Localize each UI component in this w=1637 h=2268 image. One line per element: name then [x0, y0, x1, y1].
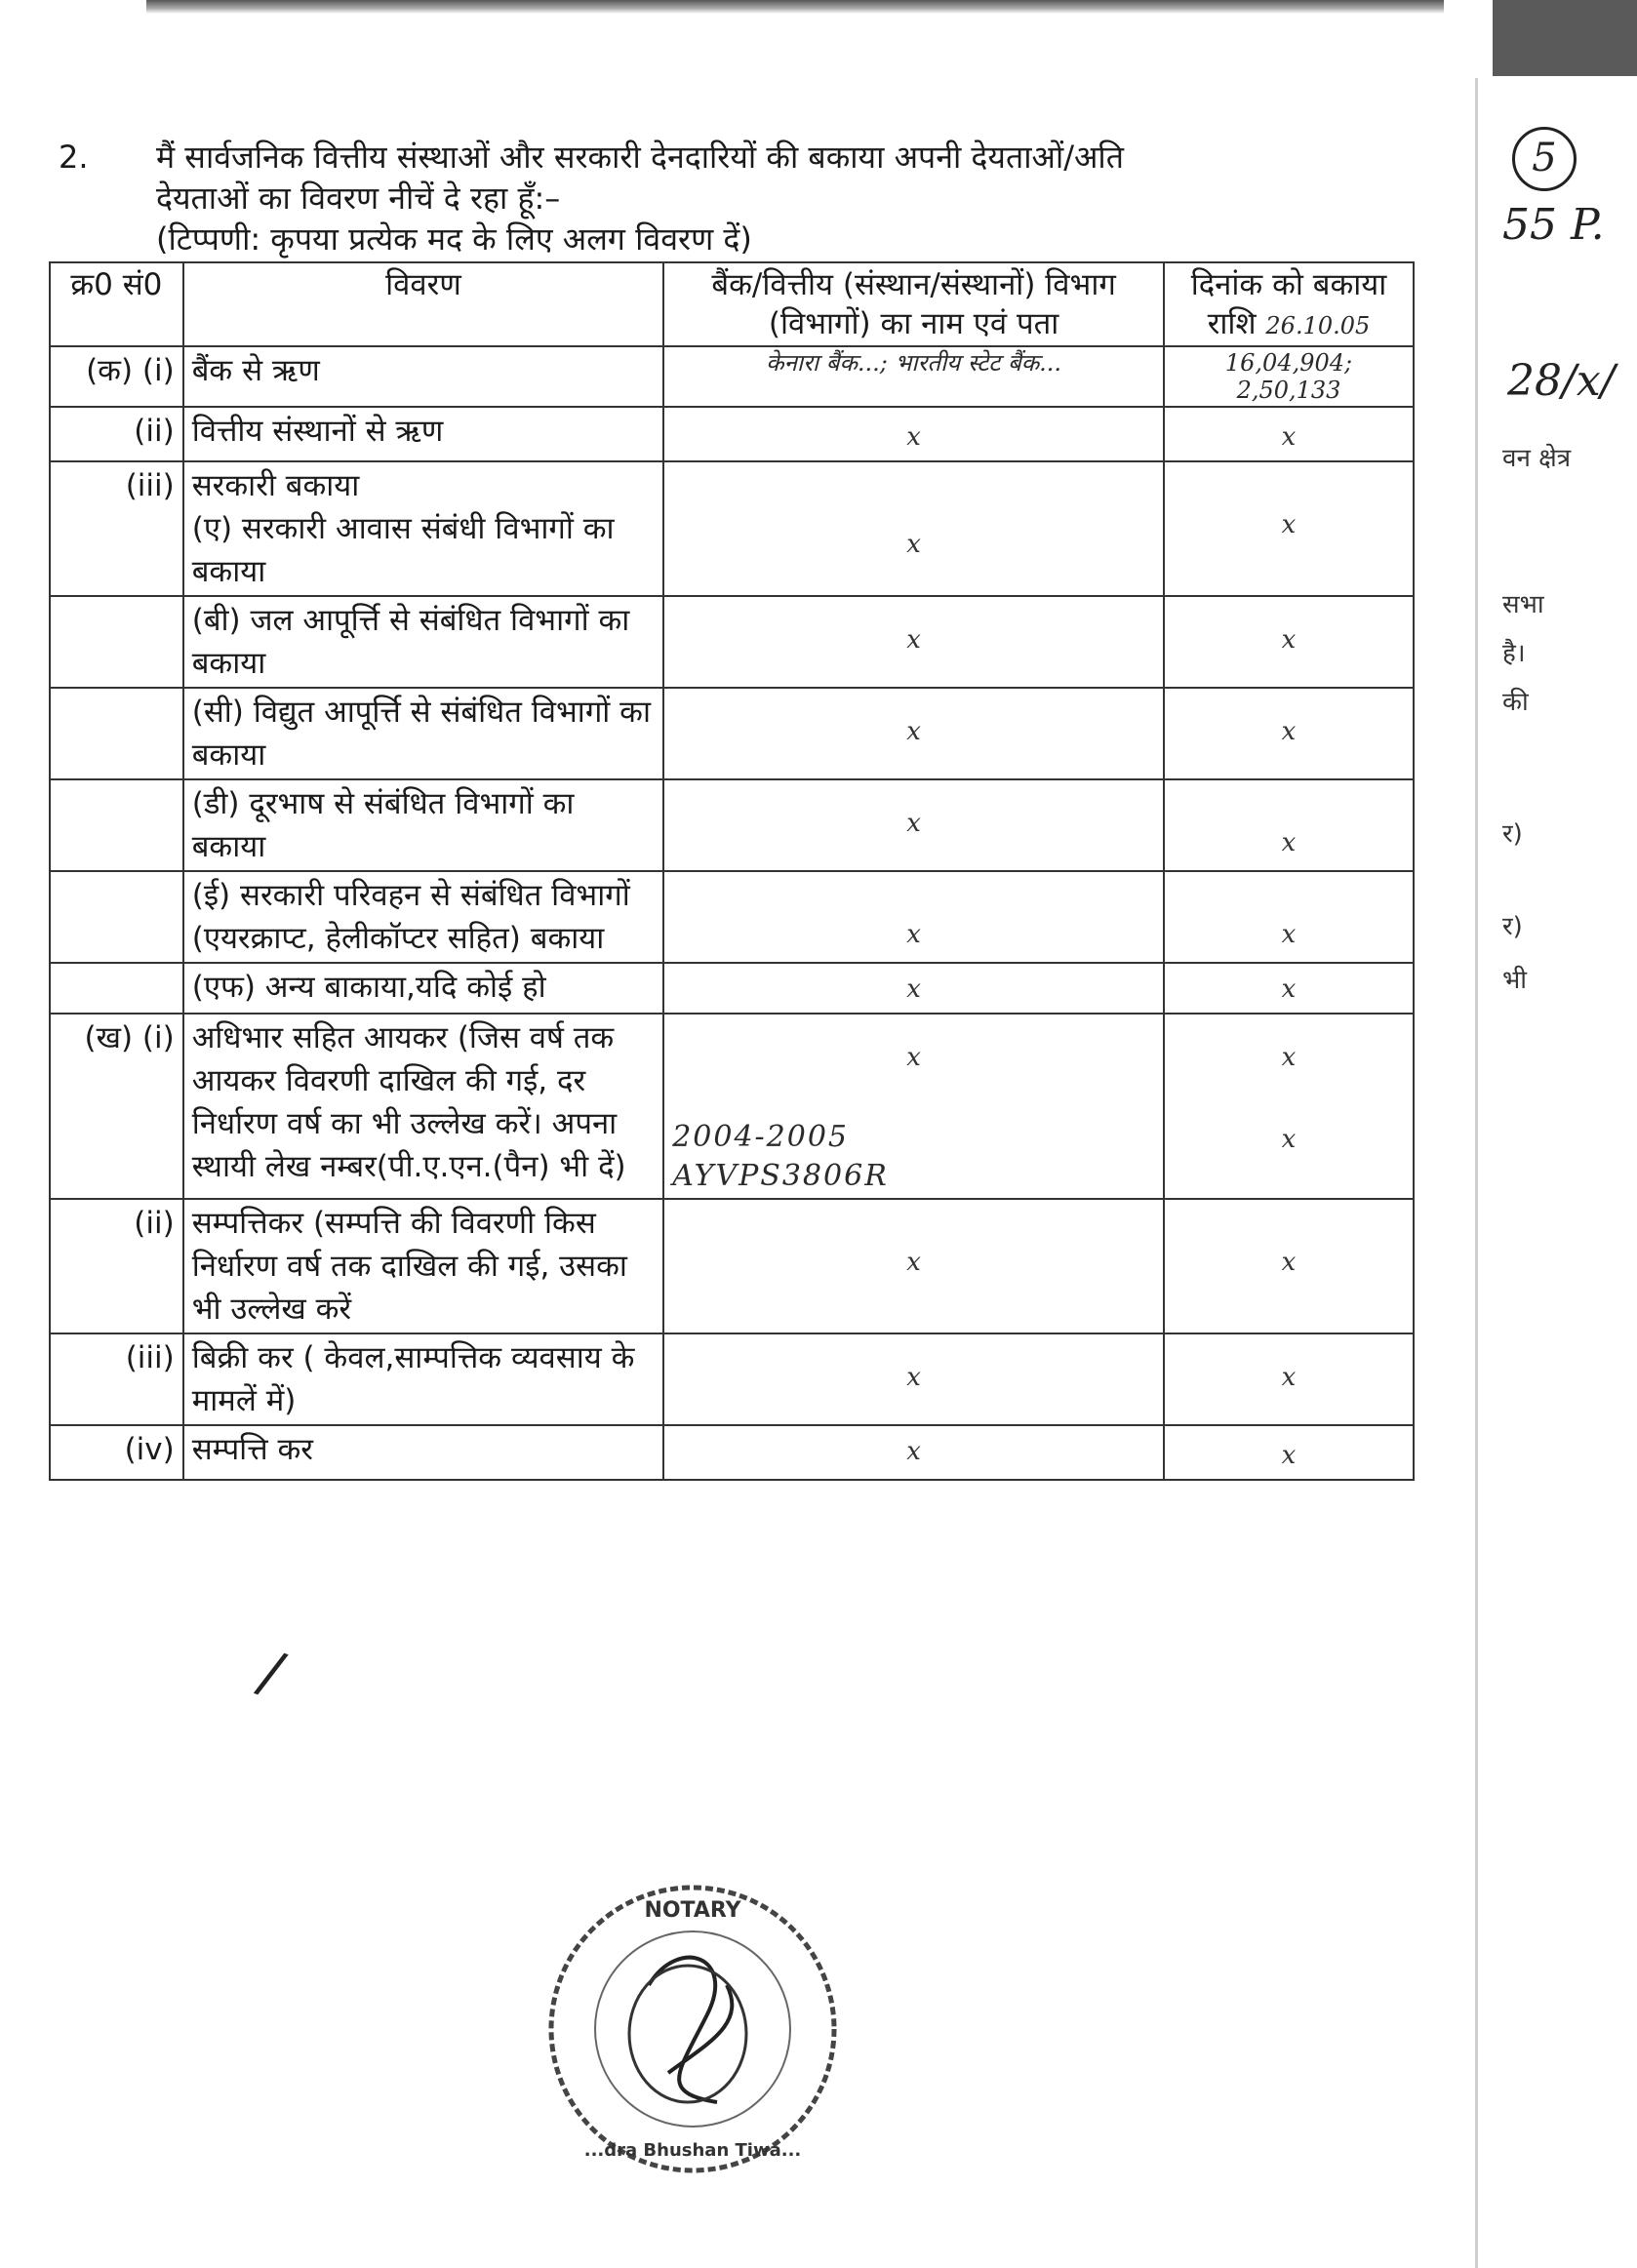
row-amount: 16,04,904; 2,50,133 [1164, 346, 1414, 407]
table-row [50, 407, 1414, 461]
row-details: सरकारी बकाया (ए) सरकारी आवास संबंधी विभागों का बकाया [183, 461, 663, 596]
table-row [50, 688, 1414, 779]
row-details: (एफ) अन्य बाकाया,यदि कोई हो [183, 963, 663, 1014]
right-fragment: भी [1502, 966, 1528, 995]
right-fragment: वन क्षेत्र [1502, 444, 1572, 473]
row-mark: x [1281, 1363, 1297, 1392]
table-row [50, 1333, 1414, 1425]
row-mark: x [906, 1363, 921, 1392]
table-row [50, 963, 1414, 1014]
income-tax-cell [663, 1014, 1164, 1199]
row-mark: x [906, 625, 921, 655]
intro-note: (टिप्पणी: कृपया प्रत्येक मद के लिए अलग विवरण दें) [156, 220, 752, 258]
row-serial [50, 871, 183, 963]
row-institution: केनारा बैंक...; भारतीय स्टेट बैंक... [663, 346, 1164, 407]
header-handwritten-date: 26.10.05 [1265, 312, 1371, 339]
table-row [50, 461, 1414, 596]
liabilities-table [49, 261, 1415, 1481]
row-mark: x [1281, 717, 1297, 746]
row-serial [50, 963, 183, 1014]
row-serial [50, 688, 183, 779]
row-mark: x [1281, 1248, 1297, 1277]
page-edge [1475, 78, 1478, 2268]
row-mark: x [906, 809, 921, 838]
row-mark: x [1281, 975, 1297, 1004]
row-details: सम्पत्तिकर (सम्पत्ति की विवरणी किस निर्धारण वर्ष तक दाखिल की गई, उसका भी उल्लेख करें [183, 1199, 663, 1333]
seal-text-top: NOTARY [644, 1898, 741, 1923]
table-row [50, 1199, 1414, 1333]
row-mark: x [1281, 828, 1297, 857]
pan-number: AYVPS3806R [672, 1159, 889, 1193]
scan-shadow-right [1493, 0, 1637, 76]
row-serial [50, 596, 183, 688]
intro-paragraph: मैं सार्वजनिक वित्तीय संस्थाओं और सरकारी देनदारियों की बकाया अपनी देयताओं/अति देयताओं का विवरण नीचें दे रहा हूँ:– [156, 139, 1124, 217]
header-amount-label: दिनांक को बकाया राशि [1190, 267, 1387, 341]
header-serial: क्र0 सं0 [50, 262, 183, 346]
table-row [50, 871, 1414, 963]
notary-seal-icon [541, 1878, 844, 2180]
row-details: अधिभार सहित आयकर (जिस वर्ष तक आयकर विवरणी दाखिल की गई, दर निर्धारण वर्ष का भी उल्लेख करें। अपना स्थायी लेख नम्बर(पी.ए.एन.(पैन) भी दें) [183, 1014, 663, 1199]
row-mark: x [1281, 1043, 1297, 1072]
row-details: (सी) विद्युत आपूर्त्ति से संबंधित विभागों का बकाया [183, 688, 663, 779]
row-serial [50, 779, 183, 871]
margin-date-fragment: 28/x/ [1507, 356, 1616, 406]
row-mark: x [1281, 510, 1297, 539]
seal-text-bottom: ...dra Bhushan Tiwa... [583, 2140, 802, 2161]
row-serial: (क) (i) [50, 346, 183, 407]
row-mark: x [1281, 920, 1297, 949]
table-row [50, 346, 1414, 407]
row-mark: x [906, 1043, 921, 1072]
table-header-row [50, 262, 1414, 346]
row-serial: (ख) (i) [50, 1014, 183, 1199]
row-details: (डी) दूरभाष से संबंधित विभागों का बकाया [183, 779, 663, 871]
row-mark: x [1281, 625, 1297, 655]
row-details: सम्पत्ति कर [183, 1425, 663, 1480]
header-details: विवरण [183, 262, 663, 346]
table-row [50, 1014, 1414, 1199]
row-mark: x [906, 975, 921, 1004]
row-mark: x [906, 920, 921, 949]
row-mark: x [906, 422, 921, 452]
row-mark: x [1281, 1441, 1297, 1470]
margin-ref: 55 P. [1502, 200, 1605, 250]
row-serial: (iii) [50, 1333, 183, 1425]
right-fragment: सभा [1502, 590, 1544, 619]
row-mark: x [906, 530, 921, 559]
right-fragment: र) [1502, 819, 1523, 849]
intro-section [59, 137, 1190, 259]
header-institution: बैंक/वित्तीय (संस्थान/संस्थानों) विभाग (विभागों) का नाम एवं पता [663, 262, 1164, 346]
row-mark: x [906, 717, 921, 746]
section-number: 2. [59, 139, 89, 176]
row-details: (बी) जल आपूर्त्ति से संबंधित विभागों का बकाया [183, 596, 663, 688]
row-mark: x [1281, 422, 1297, 452]
scan-shadow-top [146, 0, 1444, 14]
row-serial: (ii) [50, 407, 183, 461]
row-details: वित्तीय संस्थानों से ऋण [183, 407, 663, 461]
row-details: बिक्री कर ( केवल,साम्पत्तिक व्यवसाय के मामलें में) [183, 1333, 663, 1425]
right-fragment: की [1502, 688, 1529, 717]
right-fragment: र) [1502, 912, 1523, 941]
row-serial: (iv) [50, 1425, 183, 1480]
row-serial: (ii) [50, 1199, 183, 1333]
table-row [50, 596, 1414, 688]
row-mark: x [906, 1248, 921, 1277]
right-fragment: है। [1502, 639, 1526, 668]
pen-stroke-icon: / [250, 1637, 293, 1709]
table-row [50, 1425, 1414, 1480]
row-details: (ई) सरकारी परिवहन से संबंधित विभागों (एयरक्राप्ट, हेलीकॉप्टर सहित) बकाया [183, 871, 663, 963]
header-amount [1164, 262, 1414, 346]
income-tax-year: 2004-2005 [672, 1120, 850, 1154]
page-number-circle: 5 [1512, 127, 1577, 191]
row-mark: x [906, 1437, 921, 1466]
table-row [50, 779, 1414, 871]
row-mark: x [1281, 1125, 1297, 1154]
row-serial: (iii) [50, 461, 183, 596]
row-details: बैंक से ऋण [183, 346, 663, 407]
